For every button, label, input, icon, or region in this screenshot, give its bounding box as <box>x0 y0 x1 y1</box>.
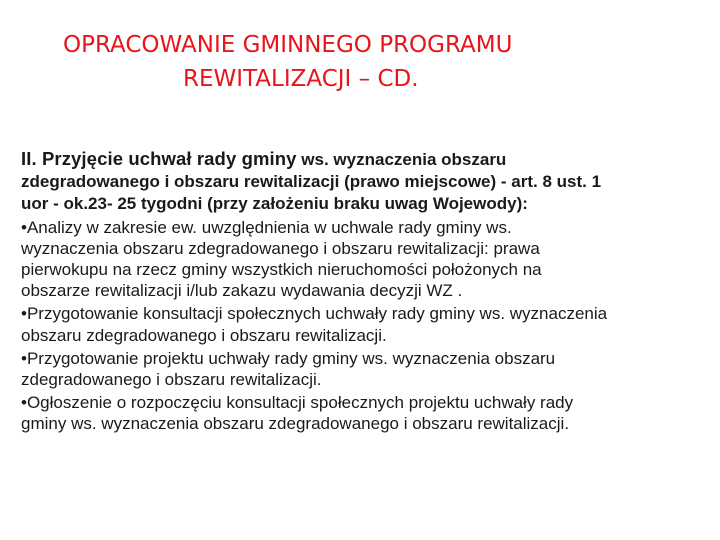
bullet-item-3 <box>21 348 716 390</box>
bullet-item-4-line-1: •Ogłoszenie o rozpoczęciu konsultacji społecznych projektu uchwały rady <box>21 393 574 413</box>
bullet-item-2-line-2: obszaru zdegradowanego i obszaru rewitalizacji. <box>21 325 387 345</box>
section-heading-lead-text: II. Przyjęcie uchwał rady gminy <box>21 148 297 169</box>
bullet-item-4 <box>21 392 716 434</box>
bullet-item-1-line-2: wyznaczenia obszaru zdegradowanego i obszaru rewitalizacji: prawa <box>21 238 540 258</box>
bullet-item-1 <box>21 217 716 302</box>
slide-body <box>21 148 716 435</box>
section-heading-line-2: zdegradowanego i obszaru rewitalizacji (prawo miejscowe) - art. 8 ust. 1 <box>21 172 602 192</box>
bullet-item-4-line-2: gminy ws. wyznaczenia obszaru zdegradowanego i obszaru rewitalizacji. <box>21 414 570 434</box>
slide-title-line-2: REWITALIZACJI – CD. <box>183 66 419 92</box>
bullet-item-3-line-2: zdegradowanego i obszaru rewitalizacji. <box>21 370 322 390</box>
section-heading-line-1 <box>21 148 716 170</box>
bullet-item-2-line-1: •Przygotowanie konsultacji społecznych uchwały rady gminy ws. wyznaczenia <box>21 304 608 324</box>
bullet-item-1-line-4: obszarze rewitalizacji i/lub zakazu wydawania decyzji WZ . <box>21 281 463 301</box>
bullet-item-3-line-1: •Przygotowanie projektu uchwały rady gminy ws. wyznaczenia obszaru <box>21 348 556 368</box>
slide-title <box>0 28 720 96</box>
section-heading-line-3: uor - ok.23- 25 tygodni (przy założeniu braku uwag Wojewody): <box>21 194 528 214</box>
bullet-item-1-line-3: pierwokupu na rzecz gminy wszystkich nieruchomości położonych na <box>21 260 542 280</box>
slide-title-line-1: OPRACOWANIE GMINNEGO PROGRAMU <box>63 32 513 58</box>
bullet-item-1-line-1: •Analizy w zakresie ew. uwzględnienia w uchwale rady gminy ws. <box>21 217 512 237</box>
section-heading <box>21 148 716 215</box>
bullet-item-2 <box>21 303 716 345</box>
section-heading-lead-rest: ws. wyznaczenia obszaru <box>296 150 507 169</box>
